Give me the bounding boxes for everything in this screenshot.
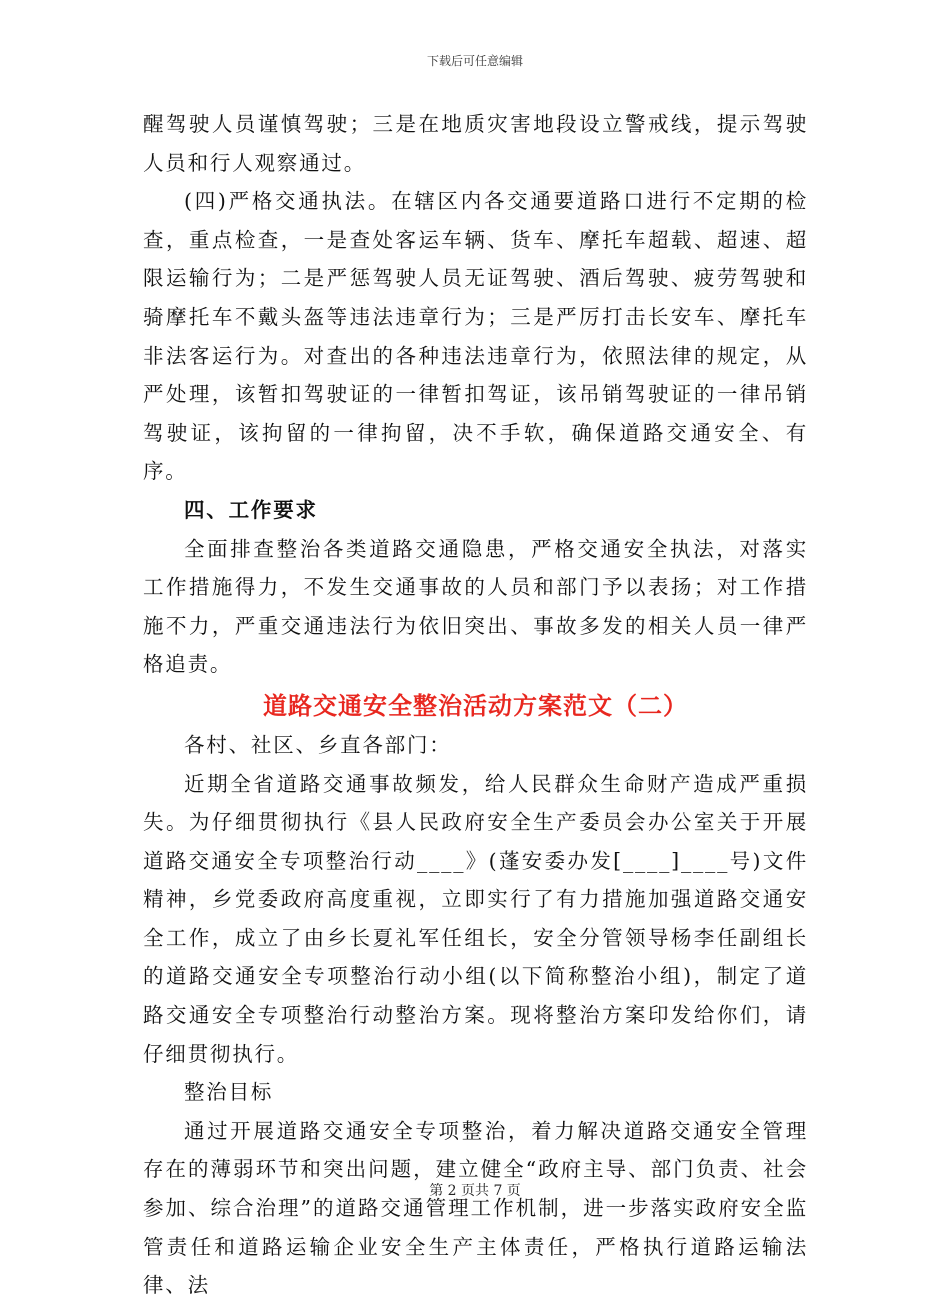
paragraph-strict-enforcement: (四)严格交通执法。在辖区内各交通要道路口进行不定期的检查，重点检查，一是查处客运车辆、货车、摩托车超载、超速、超限运输行为；二是严惩驾驶人员无证驾驶、酒后驾驶、疲劳驾驶和骑摩托车不戴头盔等违法违章行为；三是严厉打击长安车、摩托车非法客运行为。对查出的各种违法违章行为，依照法律的规定，从严处理，该暂扣驾驶证的一律暂扣驾证，该吊销驾驶证的一律吊销驾驶证，该拘留的一律拘留，决不手软，确保道路交通安全、有序。 (143, 189, 808, 484)
paragraph-warning-continued: 醒驾驶人员谨慎驾驶；三是在地质灾害地段设立警戒线，提示驾驶人员和行人观察通过。 (143, 112, 808, 175)
paragraph-background: 近期全省道路交通事故频发，给人民群众生命财产造成严重损失。为仔细贯彻执行《县人民政府安全生产委员会办公室关于开展道路交通安全专项整治行动____》(蓬安委办发[____]____号)文件精神，乡党委政府高度重视，立即实行了有力措施加强道路交通安全工作，成立了由乡长夏礼军任组长，安全分管领导杨李任副组长的道路交通安全专项整治行动小组(以下简称整治小组)，制定了道路交通安全专项整治行动整治方案。现将整治方案印发给你们，请仔细贯彻执行。 (143, 771, 808, 1066)
paragraph-goal-heading: 整治目标 (184, 1080, 274, 1105)
paragraph-requirements: 全面排查整治各类道路交通隐患，严格交通安全执法，对落实工作措施得力，不发生交通事故的人员和部门予以表扬；对工作措施不力，严重交通违法行为依旧突出、事故多发的相关人员一律严格追责。 (143, 536, 808, 677)
page-header: 下载后可任意编辑 (426, 54, 523, 68)
section-heading-work-requirements: 四、工作要求 (184, 497, 318, 522)
paragraph-addressees: 各村、社区、乡直各部门： (184, 732, 452, 757)
page-footer: 第 2 页共 7 页 (429, 1183, 521, 1199)
document-body (143, 105, 808, 1305)
document-title-two: 道路交通安全整治活动方案范文（二） (263, 691, 688, 720)
paragraph-goal-body: 通过开展道路交通安全专项整治，着力解决道路交通安全管理存在的薄弱环节和突出问题，建立健全“政府主导、部门负责、社会参加、综合治理”的道路交通管理工作机制，进一步落实政府安全监管责任和道路运输企业安全生产主体责任，严格执行道路运输法律、法 (143, 1118, 808, 1298)
